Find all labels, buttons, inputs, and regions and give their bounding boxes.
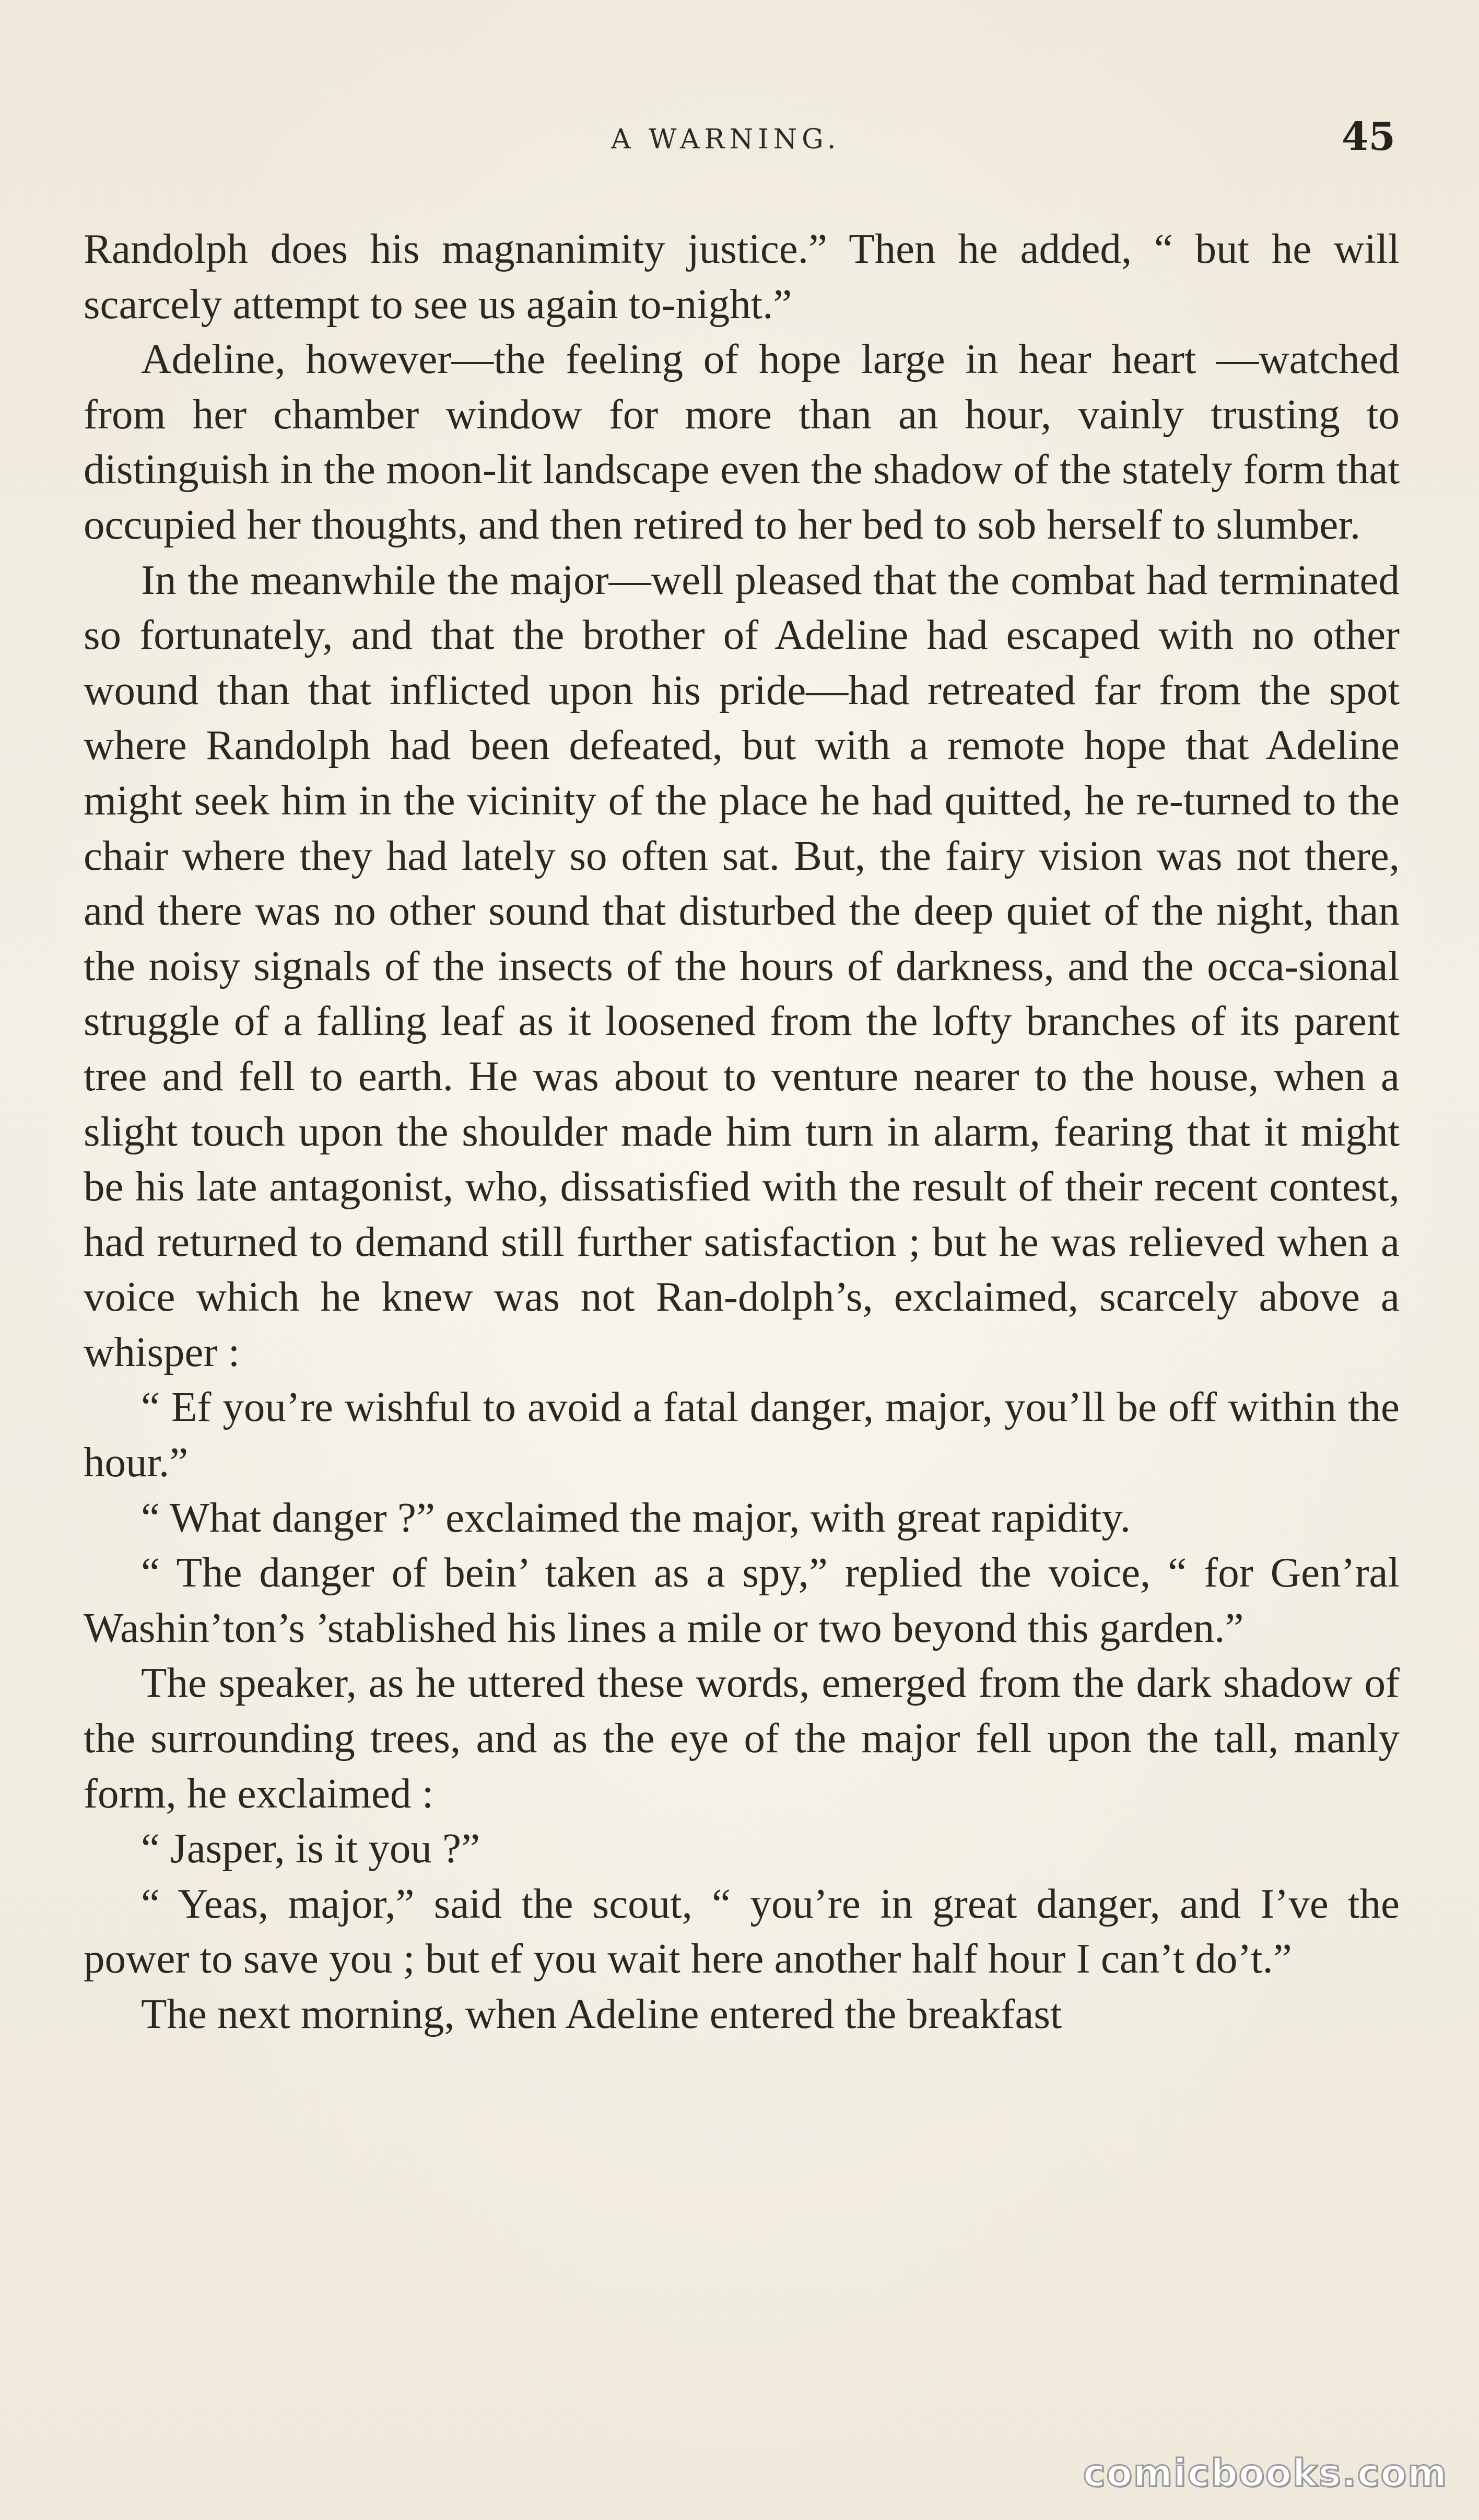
paragraph-2: Adeline, however—the feeling of hope large in hear heart —watched from her chamber window for more than an hour, vainly trusting to distinguish in the moon-lit landscape even the shadow of the stately form that occupied her thoughts, and then retired to her bed to sob herself to slumber.: [84, 335, 1400, 548]
paragraph-10: The next morning, when Adeline entered the breakfast: [141, 1990, 1062, 2037]
paragraph-3: In the meanwhile the major—well pleased that the combat had terminated so fortunately, and that the brother of Adeline had escaped with no other wound than that inflicted upon his pride—had retreated far from the spot where Randolph had been defeated, but with a remote hope that Adeline might seek him in the vicinity of the place he had quitted, he re-turned to the chair where they had lately so often sat. But, the fairy vision was not there, and there was no other sound that disturbed the deep quiet of the night, than the noisy signals of the insects of the hours of darkness, and the occa-sional struggle of a falling leaf as it loosened from the lofty branches of its parent tree and fell to earth. He was about to venture nearer to the house, when a slight touch upon the shoulder made him turn in alarm, fearing that it might be his late antagonist, who, dissatisfied with the result of their recent contest, had returned to demand still further satisfaction ; but he was relieved when a voice which he knew was not Ran-dolph’s, exclaimed, scarcely above a whisper :: [84, 556, 1400, 1375]
running-head: A WARNING.: [611, 124, 841, 155]
page-header: [0, 112, 1479, 170]
paragraph-7: The speaker, as he uttered these words, emerged from the dark shadow of the surrounding trees, and as the eye of the major fell upon the tall, manly form, he exclaimed :: [84, 1659, 1400, 1817]
paragraph-1: Randolph does his magnanimity justice.” Then he added, “ but he will scarcely attempt to see us again to-night.”: [84, 225, 1400, 328]
paragraph-4: “ Ef you’re wishful to avoid a fatal danger, major, you’ll be off within the hour.”: [84, 1383, 1400, 1486]
body-text: [84, 221, 1400, 2042]
paragraph-9: “ Yeas, major,” said the scout, “ you’re in great danger, and I’ve the power to save you ; but ef you wait here another half hour I can’t do’t.”: [84, 1880, 1400, 1982]
paragraph-6: “ The danger of bein’ taken as a spy,” replied the voice, “ for Gen’ral Washin’ton’s ’stablished his lines a mile or two beyond this garden.”: [84, 1549, 1400, 1651]
paragraph-5: “ What danger ?” exclaimed the major, with great rapidity.: [141, 1494, 1131, 1541]
page-number: 45: [1342, 114, 1395, 159]
watermark-logo: comicbooks.com: [1083, 2451, 1448, 2495]
paragraph-8: “ Jasper, is it you ?”: [141, 1825, 480, 1872]
